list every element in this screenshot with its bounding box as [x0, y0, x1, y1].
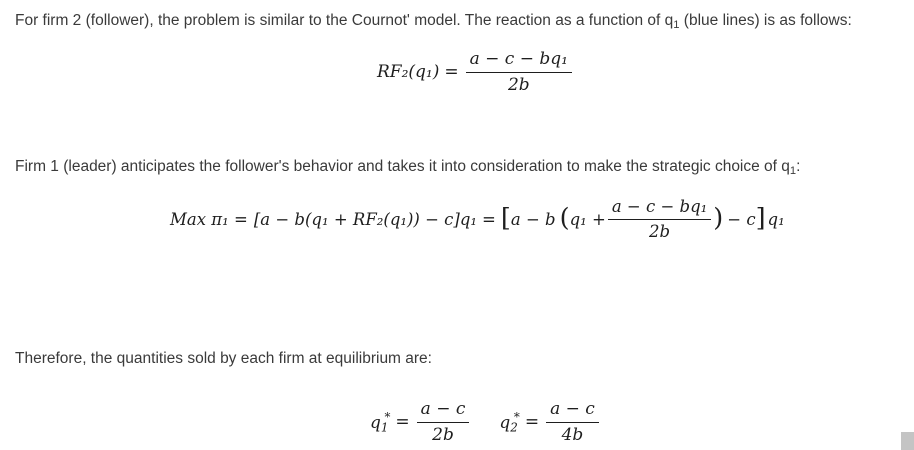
equilibrium-equation — [370, 400, 601, 444]
paragraph-equilibrium: Therefore, the quantities sold by each firm at equilibrium are: — [15, 350, 432, 367]
paragraph-text: For firm 2 (follower), the problem is similar to the Cournot' model. The reaction as a function of q — [15, 12, 674, 29]
fraction-numerator: a − c − bq₁ — [466, 50, 572, 73]
fraction-denominator: 4b — [561, 424, 584, 445]
subscript: 1 — [789, 165, 797, 178]
subscript: 1 — [380, 420, 389, 435]
paragraph-text: Firm 1 (leader) anticipates the follower's behavior and takes it into consideration to make the strategic choice of q — [15, 158, 790, 175]
fraction — [608, 198, 711, 241]
fraction — [466, 50, 572, 94]
bracket-expression: a − b — [510, 210, 556, 230]
scroll-handle[interactable] — [901, 432, 914, 450]
superscript: * — [384, 409, 391, 424]
paragraph-text: (blue lines) is as follows: — [679, 12, 852, 29]
fraction-q1 — [417, 400, 470, 444]
subscript: 2 — [510, 420, 518, 435]
fraction-denominator: 2b — [649, 222, 671, 242]
fraction-numerator: a − c — [546, 400, 599, 423]
subscript: 1 — [673, 19, 680, 32]
variable: q — [499, 412, 511, 433]
paragraph-leader — [15, 158, 800, 177]
close-paren: ) — [713, 202, 724, 233]
fraction-denominator: 2b — [432, 424, 454, 445]
fraction-numerator: a − c − bq₁ — [608, 198, 711, 220]
paragraph-text: : — [796, 158, 801, 175]
trailing-term: q₁ — [767, 210, 785, 230]
equation-lhs: RF₂(q₁) — [377, 62, 440, 83]
open-paren: ( — [559, 202, 570, 233]
q1-star — [370, 410, 390, 435]
equation-lhs: Max π₁ = — [170, 210, 248, 230]
superscript: * — [513, 409, 520, 424]
fraction-numerator: a − c — [417, 400, 470, 423]
equals-sign: = — [524, 412, 540, 433]
q2-star — [499, 410, 519, 435]
paragraph-follower — [15, 12, 852, 31]
equation-middle: [a − b(q₁ + RF₂(q₁)) − c]q₁ — [253, 210, 478, 230]
fraction-denominator: 2b — [507, 74, 530, 95]
max-profit-equation — [170, 198, 785, 241]
variable: q — [370, 412, 381, 433]
equals-sign: = — [395, 412, 410, 433]
open-bracket: [ — [500, 202, 511, 233]
reaction-function-equation — [377, 50, 574, 94]
close-bracket: ] — [755, 202, 766, 233]
inner-expression: q₁ + — [569, 210, 606, 230]
equals-sign: = — [482, 210, 496, 230]
tail-expression: − c — [727, 210, 756, 230]
fraction-q2 — [546, 400, 599, 444]
equals-sign: = — [444, 62, 459, 83]
